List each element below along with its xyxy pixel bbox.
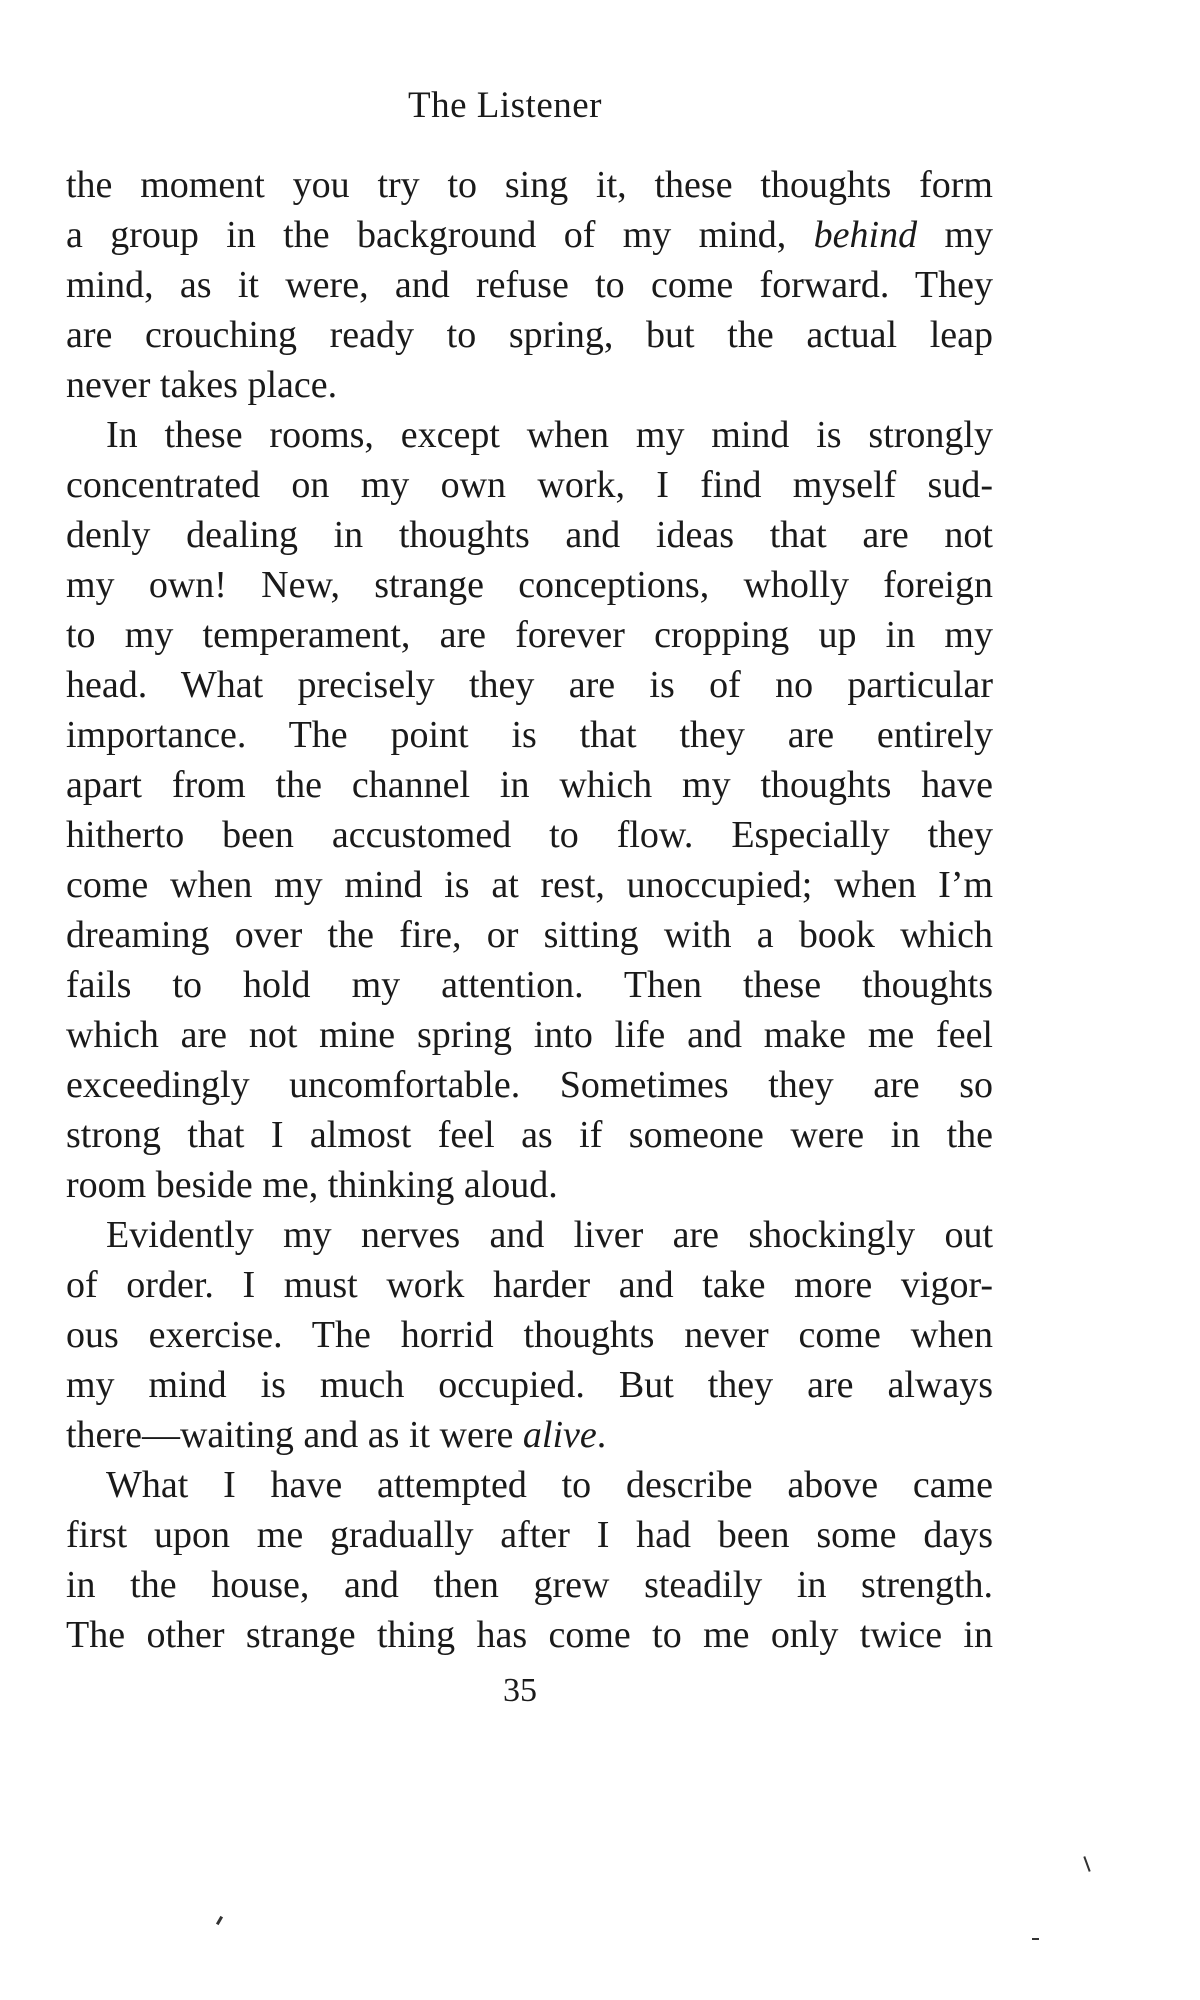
- text-line: mind, as it were, and refuse to come forward. They: [66, 264, 993, 306]
- text-line: [66, 1410, 993, 1460]
- text-line: room beside me, thinking aloud.: [66, 1164, 558, 1206]
- text-line: in the house, and then grew steadily in strength.: [66, 1564, 993, 1606]
- text-line: are crouching ready to spring, but the actual leap: [66, 314, 993, 356]
- text-line: head. What precisely they are is of no particular: [66, 664, 993, 706]
- text-line: [66, 210, 993, 260]
- text-line: apart from the channel in which my thoughts have: [66, 764, 993, 806]
- body-text: [66, 160, 993, 1660]
- text-line: which are not mine spring into life and make me feel: [66, 1014, 993, 1056]
- text-line: importance. The point is that they are entirely: [66, 714, 993, 756]
- text-line: hitherto been accustomed to flow. Especially they: [66, 814, 993, 856]
- text-line-part: a group in the background of my mind, behind my: [66, 214, 994, 256]
- running-title: The Listener: [408, 85, 602, 126]
- paragraph: [66, 410, 993, 1210]
- text-line: to my temperament, are forever cropping up in my: [66, 614, 993, 656]
- text-line: The other strange thing has come to me only twice in: [66, 1614, 993, 1656]
- scan-speck: [216, 1916, 223, 1925]
- text-line: fails to hold my attention. Then these thoughts: [66, 964, 993, 1006]
- text-line: ous exercise. The horrid thoughts never come when: [66, 1314, 993, 1356]
- text-line: What I have attempted to describe above came: [106, 1464, 993, 1506]
- text-line: In these rooms, except when my mind is strongly: [106, 414, 993, 456]
- paragraph: [66, 1460, 993, 1660]
- text-line: denly dealing in thoughts and ideas that are not: [66, 514, 993, 556]
- text-line: come when my mind is at rest, unoccupied; when I’m: [66, 864, 993, 906]
- emphasis: behind: [813, 214, 918, 256]
- text-line: of order. I must work harder and take more vigor-: [66, 1264, 993, 1306]
- text-line: the moment you try to sing it, these thoughts form: [66, 164, 993, 206]
- scan-speck: [1083, 1856, 1090, 1872]
- text-line-part: there—waiting and as it were alive.: [66, 1414, 607, 1456]
- page-number: 35: [503, 1672, 537, 1709]
- emphasis: alive: [522, 1414, 597, 1456]
- text-line: exceedingly uncomfortable. Sometimes they are so: [66, 1064, 993, 1106]
- text-line: first upon me gradually after I had been some days: [66, 1514, 993, 1556]
- text-line: my mind is much occupied. But they are always: [66, 1364, 993, 1406]
- text-line: my own! New, strange conceptions, wholly foreign: [66, 564, 993, 606]
- text-line: Evidently my nerves and liver are shockingly out: [106, 1214, 993, 1256]
- scan-speck: [1032, 1938, 1039, 1940]
- paragraph: [66, 1210, 993, 1460]
- text-line: strong that I almost feel as if someone were in the: [66, 1114, 993, 1156]
- paragraph: [66, 160, 993, 410]
- text-line: dreaming over the fire, or sitting with a book which: [66, 914, 993, 956]
- text-line: concentrated on my own work, I find myself sud-: [66, 464, 993, 506]
- text-line: never takes place.: [66, 364, 338, 406]
